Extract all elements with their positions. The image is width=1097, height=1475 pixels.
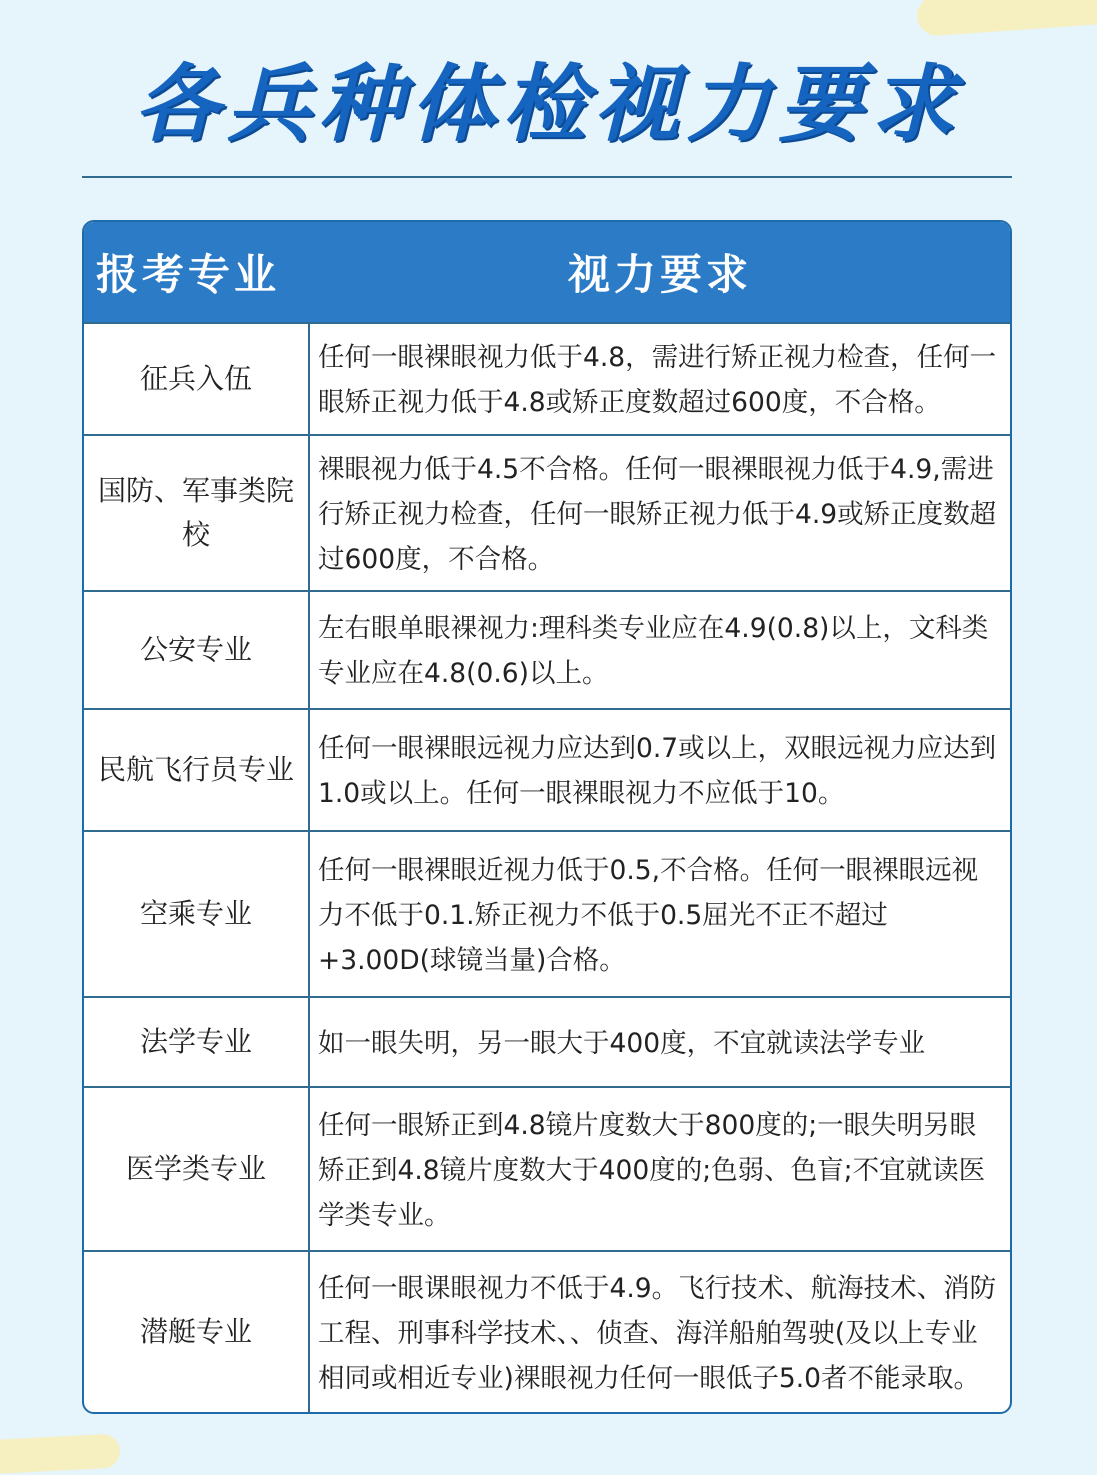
major-cell: 民航飞行员专业 bbox=[84, 710, 310, 830]
requirement-cell: 裸眼视力低于4.5不合格。任何一眼裸眼视力低于4.9,需进行矫正视力检查，任何一眼矫正视力低于4.9或矫正度数超过600度，不合格。 bbox=[318, 453, 997, 575]
table-row bbox=[84, 322, 1010, 434]
requirements-table bbox=[82, 220, 1012, 1414]
table-row bbox=[84, 434, 1010, 590]
requirement-cell: 任何一眼矫正到4.8镜片度数大于800度的;一眼失明另眼矫正到4.8镜片度数大于400度的;色弱、色盲;不宜就读医学类专业。 bbox=[318, 1109, 986, 1231]
table-row bbox=[84, 996, 1010, 1086]
requirement-cell: 任何一眼裸眼视力低于4.8，需进行矫正视力检查，任何一眼矫正视力低于4.8或矫正度数超过600度，不合格。 bbox=[318, 342, 997, 418]
header-requirement: 视力要求 bbox=[567, 250, 752, 299]
major-cell: 国防、军事类院校 bbox=[84, 436, 310, 590]
table-row bbox=[84, 830, 1010, 996]
major-cell: 公安专业 bbox=[84, 592, 310, 708]
page-title: 各兵种体检视力要求 bbox=[134, 55, 963, 153]
decorative-stripe-top bbox=[916, 0, 1097, 37]
major-cell: 潜艇专业 bbox=[84, 1252, 310, 1412]
major-cell: 征兵入伍 bbox=[84, 324, 310, 434]
requirement-cell: 任何一眼课眼视力不低于4.9。飞行技术、航海技术、消防工程、刑事科学技术、、侦查、海洋船舶驾驶(及以上专业相同或相近专业)裸眼视力任何一眼低子5.0者不能录取。 bbox=[318, 1272, 997, 1394]
requirement-cell: 任何一眼裸眼远视力应达到0.7或以上，双眼远视力应达到1.0或以上。任何一眼裸眼视力不应低于10。 bbox=[318, 733, 997, 809]
major-cell: 医学类专业 bbox=[84, 1088, 310, 1250]
requirement-cell: 如一眼失明，另一眼大于400度，不宜就读法学专业 bbox=[318, 1027, 926, 1059]
table-row bbox=[84, 708, 1010, 830]
table-header bbox=[84, 222, 1010, 322]
requirement-cell: 任何一眼裸眼近视力低于0.5,不合格。任何一眼裸眼远视力不低于0.1.矫正视力不低于0.5屈光不正不超过+3.00D(球镜当量)合格。 bbox=[318, 854, 979, 976]
header-major: 报考专业 bbox=[96, 250, 281, 299]
table-row bbox=[84, 590, 1010, 708]
table-row bbox=[84, 1250, 1010, 1412]
major-cell: 空乘专业 bbox=[84, 832, 310, 996]
title-divider bbox=[82, 176, 1012, 178]
major-cell: 法学专业 bbox=[84, 998, 310, 1086]
decorative-stripe-bottom bbox=[0, 1433, 121, 1474]
table-row bbox=[84, 1086, 1010, 1250]
requirement-cell: 左右眼单眼裸视力:理科类专业应在4.9(0.8)以上，文科类专业应在4.8(0.6)以上。 bbox=[318, 613, 989, 689]
